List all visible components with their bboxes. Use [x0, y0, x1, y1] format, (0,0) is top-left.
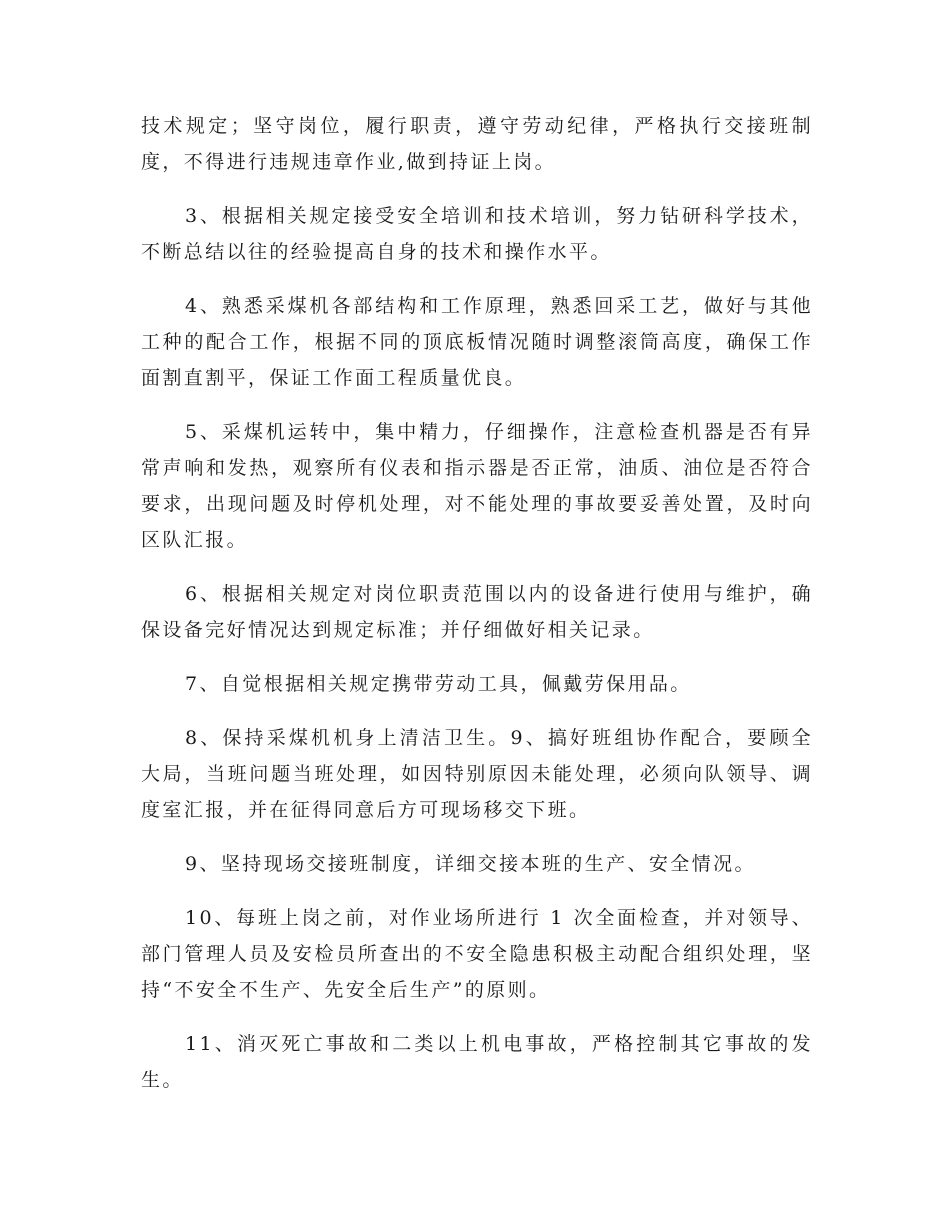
- paragraph: 技术规定；坚守岗位，履行职责，遵守劳动纪律，严格执行交接班制度，不得进行违规违章作业,做到持证上岗。: [141, 115, 813, 173]
- paragraph: 4、熟悉采煤机各部结构和工作原理，熟悉回采工艺，做好与其他工种的配合工作，根据不同的顶底板情况随时调整滚筒高度，确保工作面割直割平，保证工作面工程质量优良。: [141, 295, 813, 389]
- paragraph: 7、自觉根据相关规定携带劳动工具，佩戴劳保用品。: [185, 673, 692, 695]
- paragraph: 6、根据相关规定对岗位职责范围以内的设备进行使用与维护，确保设备完好情况达到规定标准；并仔细做好相关记录。: [141, 583, 813, 641]
- paragraph: 10、每班上岗之前，对作业场所进行 1 次全面检查，并对领导、部门管理人员及安检员所查出的不安全隐患积极主动配合组织处理，坚持“不安全不生产、先安全后生产”的原则。: [141, 907, 813, 1001]
- document-body: [141, 108, 813, 1116]
- paragraph: 11、消灭死亡事故和二类以上机电事故，严格控制其它事故的发生。: [141, 1033, 813, 1091]
- paragraph: 3、根据相关规定接受安全培训和技术培训，努力钻研科学技术，不断总结以往的经验提高自身的技术和操作水平。: [141, 205, 813, 263]
- paragraph: 5、采煤机运转中，集中精力，仔细操作，注意检查机器是否有异常声响和发热，观察所有仪表和指示器是否正常，油质、油位是否符合要求，出现问题及时停机处理，对不能处理的事故要妥善处置，及时向区队汇报。: [141, 421, 813, 551]
- paragraph: 8、保持采煤机机身上清洁卫生。9、搞好班组协作配合，要顾全大局，当班问题当班处理，如因特别原因未能处理，必须向队领导、调度室汇报，并在征得同意后方可现场移交下班。: [141, 727, 813, 821]
- paragraph: 9、坚持现场交接班制度，详细交接本班的生产、安全情况。: [185, 853, 756, 875]
